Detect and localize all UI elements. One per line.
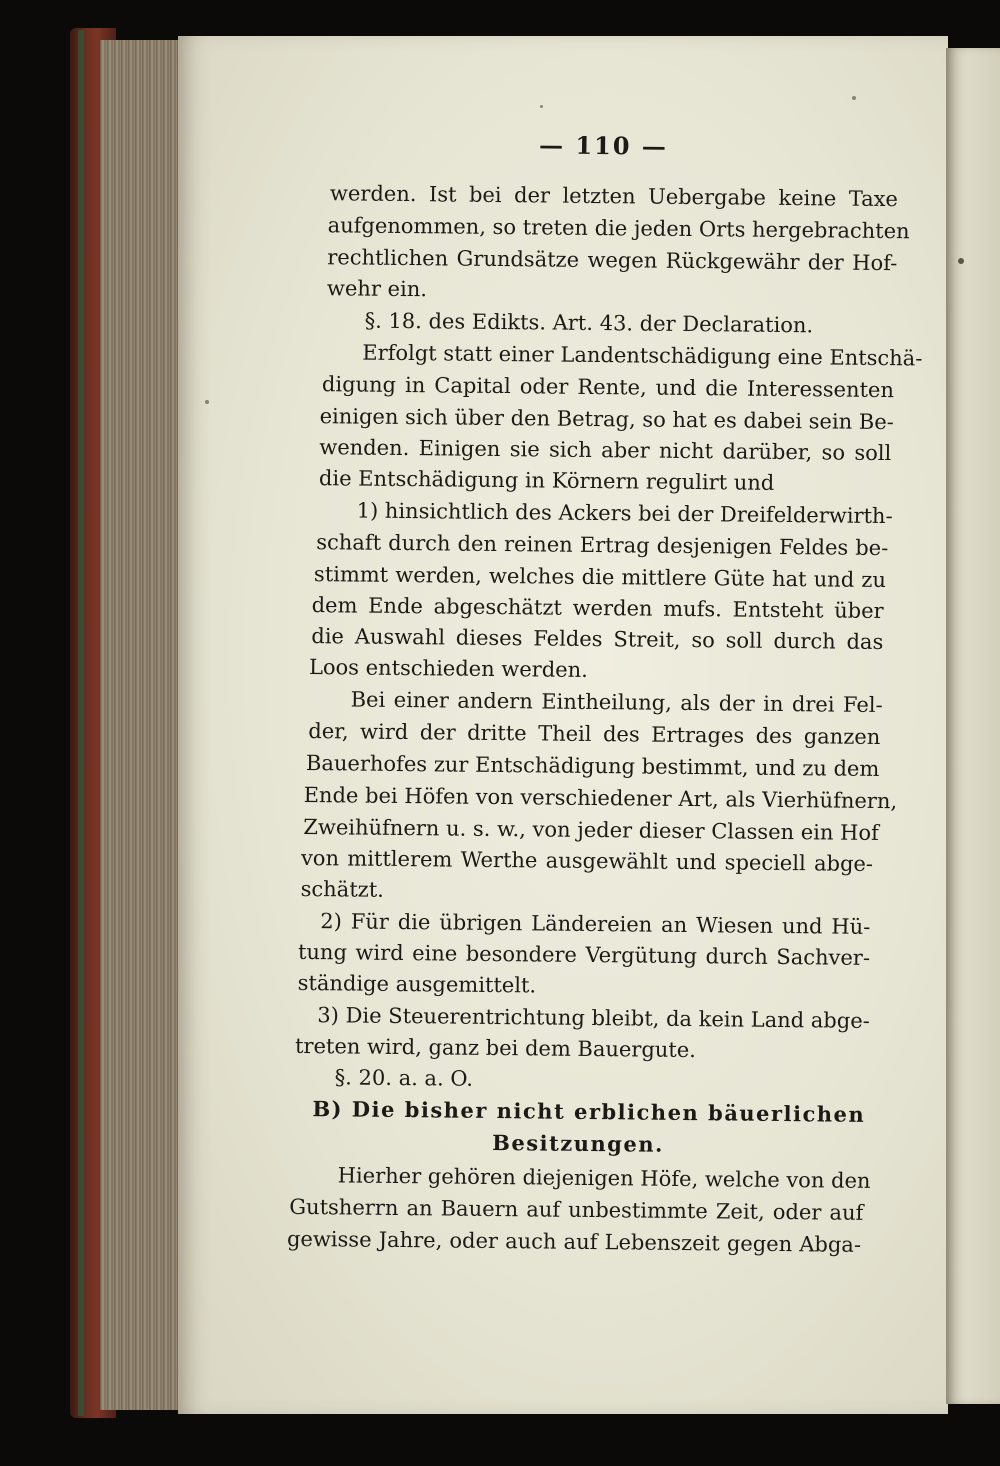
text-line: Bauerhofes zur Entschädigung bestimmt, und zu dem <box>305 751 880 782</box>
text-line: der, wird der dritte Theil des Ertrages des ganzen <box>308 719 881 750</box>
text-line: Erfolgt statt einer Landentschädigung eine Entschä- <box>362 340 923 371</box>
text-line: Hierher gehören diejenigen Höfe, welche von den <box>337 1163 871 1193</box>
text-line: aufgenommen, so treten die jeden Orts hergebrachten <box>327 213 910 244</box>
page-number: — 110 — <box>538 130 669 161</box>
text-line: schätzt. <box>300 876 385 902</box>
text-line: Zweihüfnern u. s. w., von jeder dieser Classen ein Hof <box>303 814 879 846</box>
section-reference: §. 20. a. a. O. <box>334 1065 474 1091</box>
section-heading: B) Die bisher nicht erblichen bäuerlichen <box>312 1096 866 1127</box>
text-line: ständige ausgemittelt. <box>297 970 537 998</box>
text-line: wenden. Einigen sie sich aber nicht darüber, so soll <box>319 435 892 466</box>
text-line: schaft durch den reinen Ertrag desjenigen Feldes be- <box>316 530 889 561</box>
text-line: einigen sich über den Betrag, so hat es dabei sein Be- <box>319 404 894 435</box>
text-line: rechtlichen Grundsätze wegen Rückgewähr der Hof- <box>327 245 898 276</box>
text-line: Bei einer andern Eintheilung, als der in drei Fel- <box>350 687 883 718</box>
text-line: digung in Capital oder Rente, und die Interessenten <box>321 372 895 403</box>
list-item-1: 1) hinsichtlich des Ackers bei der Dreifelderwirth- <box>356 498 893 529</box>
text-line: stimmt werden, welches die mittlere Güte hat und zu <box>313 562 887 593</box>
paper-speck <box>540 105 543 108</box>
text-line: die Auswahl dieses Feldes Streit, so soll durch das <box>311 624 884 655</box>
text-line: die Entschädigung in Körnern regulirt und <box>318 466 775 495</box>
text-block <box>286 0 923 1257</box>
text-line: Ende bei Höfen von verschiedener Art, als Vierhüfnern, <box>303 782 898 814</box>
text-line: Gutsherrn an Bauern auf unbestimmte Zeit, oder auf <box>289 1194 864 1225</box>
binding-edge <box>78 30 84 1416</box>
text-line: gewisse Jahre, oder auch auf Lebenszeit gegen Abga- <box>286 1226 862 1257</box>
text-line: treten wird, ganz bei dem Bauergute. <box>294 1033 697 1063</box>
text-line: von mittlerem Werthe ausgewählt und speciell abge- <box>300 845 874 876</box>
paper-speck <box>205 400 209 404</box>
section-heading-continued: Besitzungen. <box>492 1129 665 1157</box>
facing-page-edge <box>946 48 1000 1404</box>
section-reference: §. 18. des Edikts. Art. 43. der Declaration. <box>364 308 814 338</box>
page-stack-edges <box>100 40 186 1410</box>
list-item-3: 3) Die Steuerentrichtung bleibt, da kein Land abge- <box>317 1003 870 1033</box>
list-item-2: 2) Für die übrigen Ländereien an Wiesen und Hü- <box>320 909 871 939</box>
text-line: dem Ende abgeschätzt werden mufs. Entsteht über <box>311 593 884 624</box>
paper-speck <box>958 258 964 264</box>
text-line: tung wird eine besondere Vergütung durch Sachver- <box>297 939 871 970</box>
paper-speck <box>852 96 856 100</box>
text-line: Loos entschieden werden. <box>308 655 589 682</box>
text-line: werden. Ist bei der letzten Uebergabe keine Taxe <box>329 181 899 212</box>
text-line: wehr ein. <box>326 276 428 302</box>
